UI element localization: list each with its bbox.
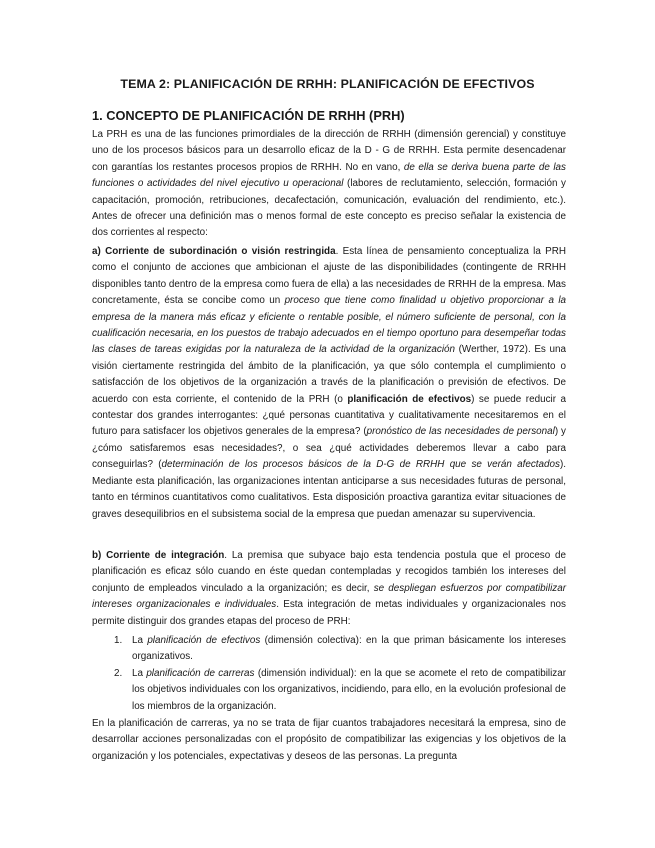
- italic-run: determinación de los procesos básicos de la D-G de RRHH que se verán afectados: [161, 459, 560, 471]
- text-run: ). Mediante esta planificación, las organizaciones intentan anticiparse a sus necesidades futuras de personal, tanto en términos cuantitativos como cualitativos. Esta disposición proactiva garantiza evitar situaciones de graves desequilibrios en el subsistema social de la empresa que puedan amenazar su supervivencia.: [92, 459, 566, 520]
- text-run: ) se puede reducir a contestar dos grandes interrogantes: ¿qué personas cuantitativa y cualitativamente necesitaremos en el futuro para satisfacer los objetivos generales de la empresa? (: [92, 393, 566, 438]
- list-number: 2.: [114, 667, 123, 679]
- list-number: 1.: [114, 635, 123, 646]
- text-run: La: [132, 667, 147, 679]
- text-run: . La premisa que subyace bajo esta tendencia postula que el proceso de planificación es eficaz sólo cuando en éste quedan contempladas y recogidos también los intereses del conjunto de empleados vinculado a la organización; es decir,: [92, 550, 566, 594]
- text-run: La: [132, 635, 148, 646]
- bold-run: planificación de efectivos: [347, 393, 472, 405]
- paragraph-label: a) Corriente de subordinación o visión restringida: [92, 246, 336, 257]
- text-run: . Esta integración de metas individuales y organizacionales nos permite distinguir dos grandes etapas del proceso de PRH:: [92, 599, 566, 627]
- text-run: En la planificación de carreras, ya no se trata de fijar cuantos trabajadores necesitará la empresa, sino de desarrollar acciones personalizadas con el propósito de compatibilizar las exigencias y los objetivos de la organización y los potenciales, expectativas y deseos de las personas. La pregunta: [92, 718, 566, 762]
- italic-run: se despliegan esfuerzos por compatibilizar intereses organizacionales e individuales: [92, 582, 566, 611]
- paragraph-label: b) Corriente de integración: [92, 550, 225, 561]
- text-run: (dimensión individual): en la que se acomete el reto de compatibilizar los objetivos individuales con los organizativos, incidiendo, para ello, en la evolución profesional de los miembros de la organización.: [132, 667, 566, 712]
- paragraph-careers: [92, 716, 566, 765]
- text-run: La PRH es una de las funciones primordiales de la dirección de RRHH (dimensión gerencial) y constituye uno de los procesos básicos para un desarrollo eficaz de la D - G de RRHH. Esta permite desencadenar con garantías los restantes procesos propios de RRHH. No en vano,: [92, 129, 566, 173]
- text-run: (dimensión colectiva): en la que priman básicamente los intereses organizativos.: [132, 635, 566, 663]
- text-run: . Esta línea de pensamiento conceptualiza la PRH como el conjunto de acciones que ambicionan el ajuste de las disponibilidades (contingente de RRHH disponibles tanto dentro de la empresa como fuera de ella) a las necesidades de RRHH de la empresa. Mas concretamente, ésta se concibe como un: [92, 246, 567, 307]
- document-title: TEMA 2: PLANIFICACIÓN DE RRHH: PLANIFICACIÓN DE EFECTIVOS: [120, 77, 535, 91]
- italic-run: planificación de carreras: [146, 667, 255, 679]
- section-heading: 1. CONCEPTO DE PLANIFICACIÓN DE RRHH (PRH): [92, 108, 405, 123]
- italic-run: proceso que tiene como finalidad u objetivo proporcionar a la empresa de la manera más eficaz y eficiente o rentable posible, el número suficiente de personal, con la cualificación necesaria, en los puestos de trabajo adecuados en el tiempo oportuno para desempeñar todas las clases de tareas exigidas por la naturaleza de la actividad de la organización: [92, 295, 567, 356]
- italic-run: de ella se deriva buena parte de las funciones o actividades del nivel ejecutivo u operacional: [92, 161, 566, 190]
- italic-run: planificación de efectivos: [147, 635, 261, 646]
- text-run: (Werther, 1972). Es una visión ciertamente restringida del ámbito de la planificación, ya que sólo contempla el cumplimiento o satisfacción de los objetivos de la organización a través de la planificación o previsión de efectivos. De acuerdo con esta corriente, el contenido de la PRH (o: [92, 344, 566, 405]
- paragraph-intro: [92, 127, 566, 242]
- italic-run: pronóstico de las necesidades de personal: [366, 426, 555, 438]
- text-run: ) y ¿cómo satisfaremos esas necesidades?, o sea ¿qué actividades deberemos llevar a cabo para conseguirlas? (: [92, 426, 566, 471]
- list-item: [92, 666, 566, 715]
- paragraph-subordination: [92, 244, 566, 523]
- text-run: (labores de reclutamiento, selección, formación y capacitación, promoción, retribuciones, decafectación, comunicación, evaluación del rendimiento, etc.). Antes de ofrecer una definición mas o menos formal de este concepto es preciso señalar la existencia de dos corrientes al respecto:: [92, 178, 566, 239]
- paragraph-integration: [92, 548, 566, 630]
- list-item: [92, 633, 566, 666]
- stages-list: [92, 633, 566, 715]
